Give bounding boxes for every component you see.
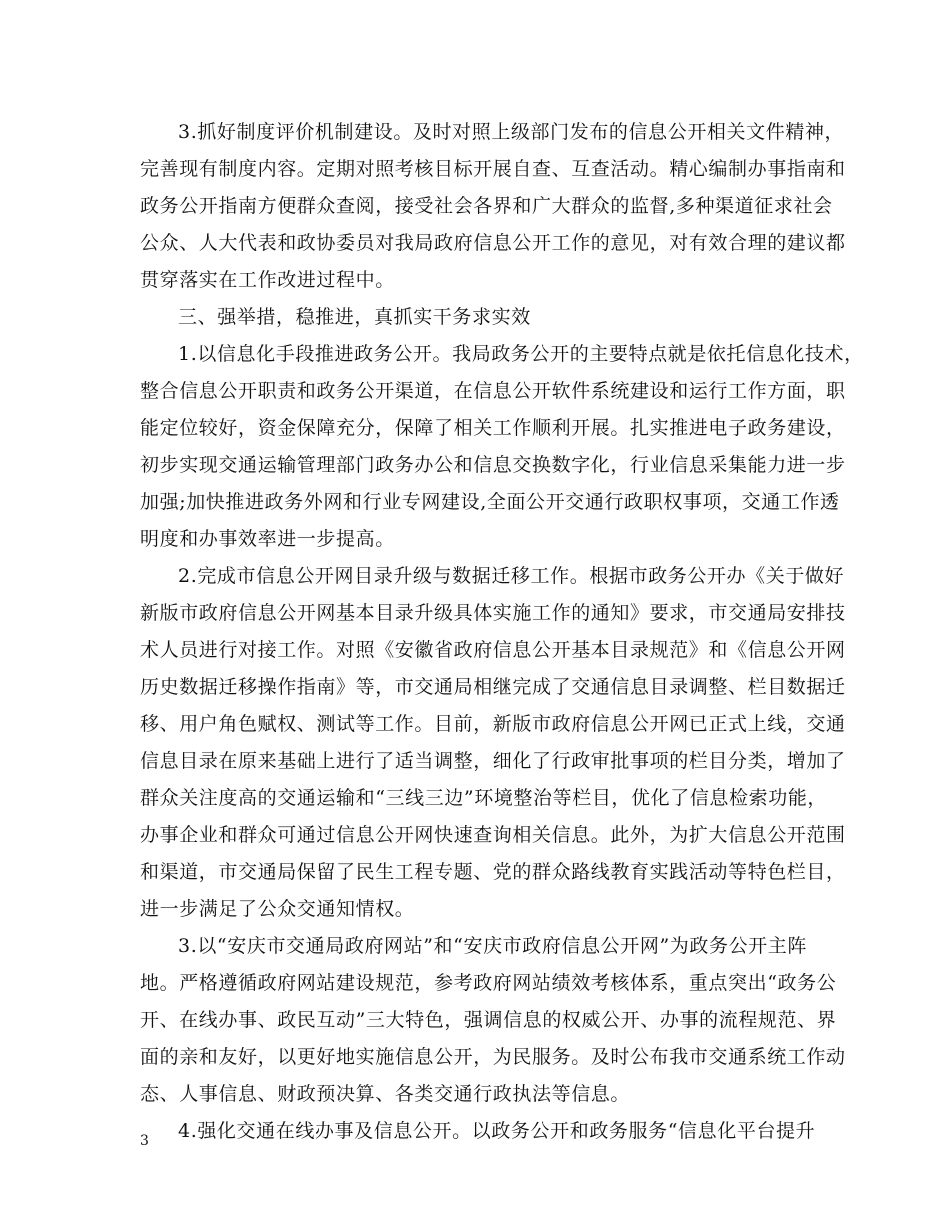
text-line: 态、人事信息、财政预决算、各类交通行政执法等信息。 [140,1083,631,1105]
section-heading [140,299,820,336]
text-line: 进一步满足了公众交通知情权。 [140,898,415,920]
text-line: 4.强化交通在线办事及信息公开。以政务公开和政务服务“信息化平台提升 [178,1120,816,1142]
text-line: 信息目录在原来基础上进行了适当调整，细化了行政审批事项的栏目分类，增加了 [140,750,846,772]
text-line: 3.抓好制度评价机制建设。及时对照上级部门发布的信息公开相关文件精神， [178,121,845,143]
paragraph-system-evaluation [140,114,846,299]
text-line: 历史数据迁移操作指南》等，市交通局相继完成了交通信息目录调整、栏目数据迁 [140,676,846,698]
text-line: 术人员进行对接工作。对照《安徽省政府信息公开基本目录规范》和《信息公开网 [140,639,846,661]
paragraph-online-services [140,1113,820,1150]
text-line: 3.以“安庆市交通局政府网站”和“安庆市政府信息公开网”为政务公开主阵 [178,935,807,957]
text-line: 和渠道，市交通局保留了民生工程专题、党的群众路线教育实践活动等特色栏目， [140,861,846,883]
text-line: 办事企业和群众可通过信息公开网快速查询相关信息。此外，为扩大信息公开范围 [140,824,846,846]
text-line: 政务公开指南方便群众查阅，接受社会各界和广大群众的监督,多种渠道征求社会 [140,195,833,217]
text-line: 1.以信息化手段推进政务公开。我局政务公开的主要特点就是依托信息化技术， [178,343,864,365]
text-line: 明度和办事效率进一步提高。 [140,528,395,550]
text-line: 开、在线办事、政民互动”三大特色，强调信息的权威公开、办事的流程规范、界 [140,1009,837,1031]
paragraph-directory-upgrade [140,558,846,928]
text-line: 群众关注度高的交通运输和“三线三边”环境整治等栏目，优化了信息检索功能， [140,787,828,809]
text-line: 2.完成市信息公开网目录升级与数据迁移工作。根据市政务公开办《关于做好 [178,565,845,587]
text-line: 能定位较好，资金保障充分，保障了相关工作顺利开展。扎实推进电子政务建设， [140,417,846,439]
text-line: 移、用户角色赋权、测试等工作。目前，新版市政府信息公开网已正式上线，交通 [140,713,846,735]
text-line: 面的亲和友好，以更好地实施信息公开，为民服务。及时公布我市交通系统工作动 [140,1046,846,1068]
text-line: 公众、人大代表和政协委员对我局政府信息公开工作的意见，对有效合理的建议都 [140,232,846,254]
text-line: 初步实现交通运输管理部门政务办公和信息交换数字化，行业信息采集能力进一步 [140,454,846,476]
text-line: 完善现有制度内容。定期对照考核目标开展自查、互查活动。精心编制办事指南和 [140,158,846,180]
text-line: 地。严格遵循政府网站建设规范，参考政府网站绩效考核体系，重点突出“政务公 [140,972,837,994]
body-text [140,114,864,1150]
text-line: 整合信息公开职责和政务公开渠道，在信息公开软件系统建设和运行工作方面，职 [140,380,846,402]
paragraph-government-websites [140,928,846,1113]
section-heading-text: 三、强举措，稳推进，真抓实干务求实效 [178,306,531,328]
text-line: 加强;加快推进政务外网和行业专网建设,全面公开交通行政职权事项，交通工作透 [140,491,840,513]
text-line: 新版市政府信息公开网基本目录升级具体实施工作的通知》要求，市交通局安排技 [140,602,846,624]
paragraph-informatization [140,336,864,558]
page-number: 3 [140,1133,149,1149]
text-line: 贯穿落实在工作改进过程中。 [140,269,395,291]
